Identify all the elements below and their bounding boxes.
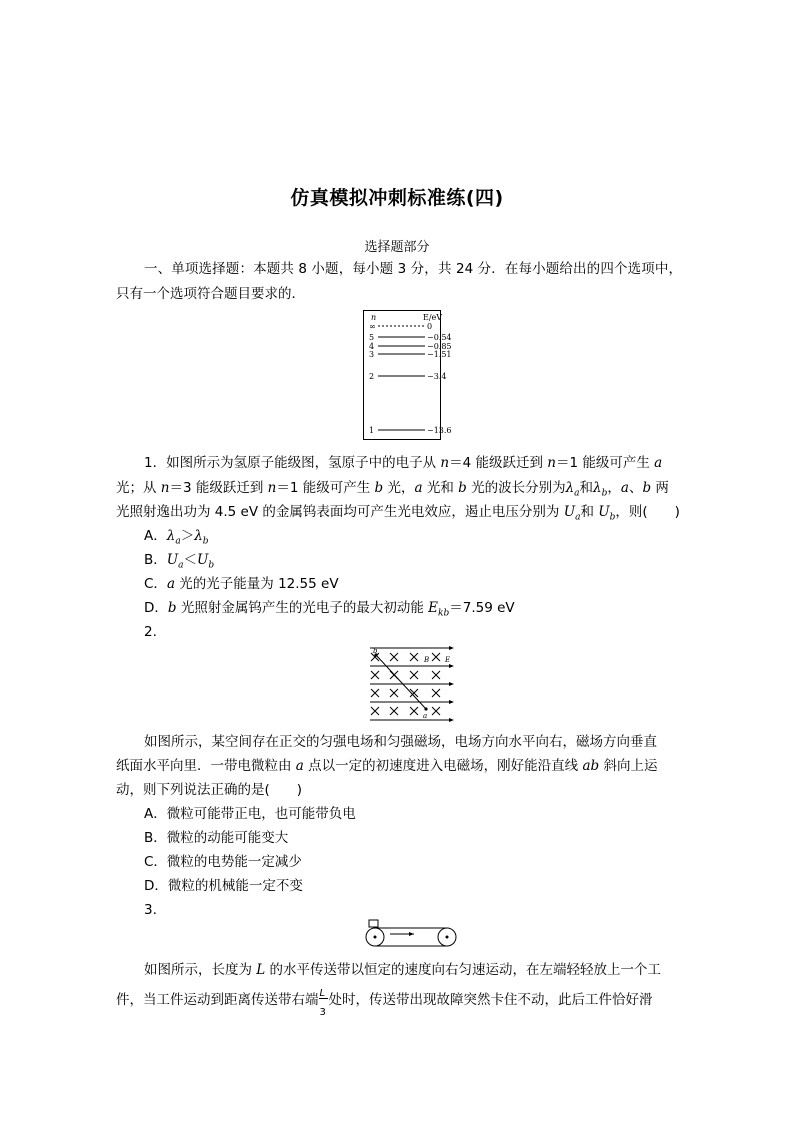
label-b: b: [373, 647, 378, 655]
magnetic-field-cross: [410, 707, 418, 715]
level-energy-label: −0.85: [427, 342, 452, 351]
q2-line-2: 纸面水平向里．一带电微粒由 a 点以一定的初速度进入电磁场，刚好能沿直线 ab 斜向上运: [116, 758, 658, 774]
fraction-l-over-3: $\frac{L}{3}$: [319, 988, 326, 1018]
magnetic-field-cross: [390, 707, 398, 715]
level-n-label: ∞: [369, 322, 376, 331]
field-arrow-head: [449, 664, 454, 668]
label-a: a: [423, 712, 428, 720]
q1-line-1: 1．如图所示为氢原子能级图，氢原子中的电子从 n＝4 能级跃迁到 n＝1 能级可产生 a: [144, 455, 663, 471]
q2-line-3: 动，则下列说法正确的是( ): [116, 782, 303, 798]
magnetic-field-cross: [371, 689, 379, 697]
page-title: 仿真模拟冲刺标准练(四): [290, 187, 504, 209]
workpiece-block: [369, 920, 378, 927]
magnetic-field-cross: [410, 653, 418, 661]
magnetic-field-cross: [371, 707, 379, 715]
field-diagram: [366, 645, 456, 723]
magnetic-field-cross: [432, 707, 440, 715]
level-n-label: 2: [369, 372, 375, 381]
magnetic-field-cross: [410, 671, 418, 679]
level-energy-label: −3.4: [427, 372, 447, 381]
q3-line-1: 如图所示，长度为 L 的水平传送带以恒定的速度向右匀速运动，在左端轻轻放上一个工: [144, 962, 662, 978]
energy-level-diagram: [363, 310, 452, 440]
q1-option-c: C．a 光的光子能量为 12.55 eV: [144, 576, 339, 592]
point-a: [424, 707, 427, 710]
section-label: 选择题部分: [364, 240, 430, 255]
q3-number: 3.: [144, 902, 157, 918]
q2-line-1: 如图所示，某空间存在正交的匀强电场和匀强磁场，电场方向水平向右，磁场方向垂直: [144, 734, 657, 750]
field-arrow-head: [449, 718, 454, 722]
magnetic-field-cross: [371, 671, 379, 679]
fig1-header-e: E/eV: [423, 313, 443, 322]
q1-line-3: 光照射逸出功为 4.5 eV 的金属钨表面均可产生光电效应，遏止电压分别为 $U_a$和 $U_b$，则( ): [116, 504, 680, 523]
magnetic-field-cross: [432, 689, 440, 697]
q2-option-b: B．微粒的动能可能变大: [144, 830, 289, 846]
level-n-label: 5: [369, 333, 375, 342]
level-energy-label: −1.51: [427, 350, 452, 359]
label-B: B: [424, 656, 430, 664]
q1-line-2: 光；从 n＝3 能级跃迁到 n＝1 能级可产生 b 光，a 光和 b 光的波长分别为$\lambda_a$和$\lambda_b$，a、b 两: [116, 480, 669, 499]
level-n-label: 4: [369, 342, 375, 351]
q2-option-a: A．微粒可能带正电，也可能带负电: [144, 806, 356, 822]
field-arrow-head: [449, 646, 454, 650]
level-n-label: 3: [369, 350, 375, 359]
level-n-label: 1: [369, 426, 375, 435]
field-arrow-head: [449, 700, 454, 704]
fig1-header-n: n: [371, 313, 377, 322]
magnetic-field-cross: [390, 653, 398, 661]
label-E: E: [445, 656, 451, 664]
q3-line-2: 件，当工件运动到距离传送带右端 $\frac{L}{3}$ 处时，传送带出现故障突然卡住不动，此后工件恰好滑: [116, 988, 653, 1018]
field-arrow-head: [449, 682, 454, 686]
q2-option-d: D．微粒的机械能一定不变: [144, 878, 303, 894]
magnetic-field-cross: [432, 653, 440, 661]
q2-number: 2.: [144, 624, 157, 640]
magnetic-field-cross: [432, 671, 440, 679]
q2-option-c: C．微粒的电势能一定减少: [144, 854, 302, 870]
q1-option-d: D．b 光照射金属钨产生的光电子的最大初动能 $E_{kb}=7.59$ eV: [144, 600, 515, 619]
conveyor-belt-diagram: [362, 917, 460, 951]
q1-option-a: A．$\lambda_a>\lambda_b$: [144, 528, 209, 547]
level-energy-label: −13.6: [427, 426, 452, 435]
level-energy-label: 0: [427, 322, 433, 331]
level-energy-label: −0.54: [427, 333, 452, 342]
q1-option-b: B．$U_a<U_b$: [144, 552, 215, 571]
magnetic-field-cross: [390, 689, 398, 697]
intro-paragraph: 一、单项选择题：本题共 8 小题，每小题 3 分，共 24 分．在每小题给出的四个选项中，只有一个选项符合题目要求的．: [116, 261, 682, 302]
trajectory-line: [376, 655, 426, 709]
